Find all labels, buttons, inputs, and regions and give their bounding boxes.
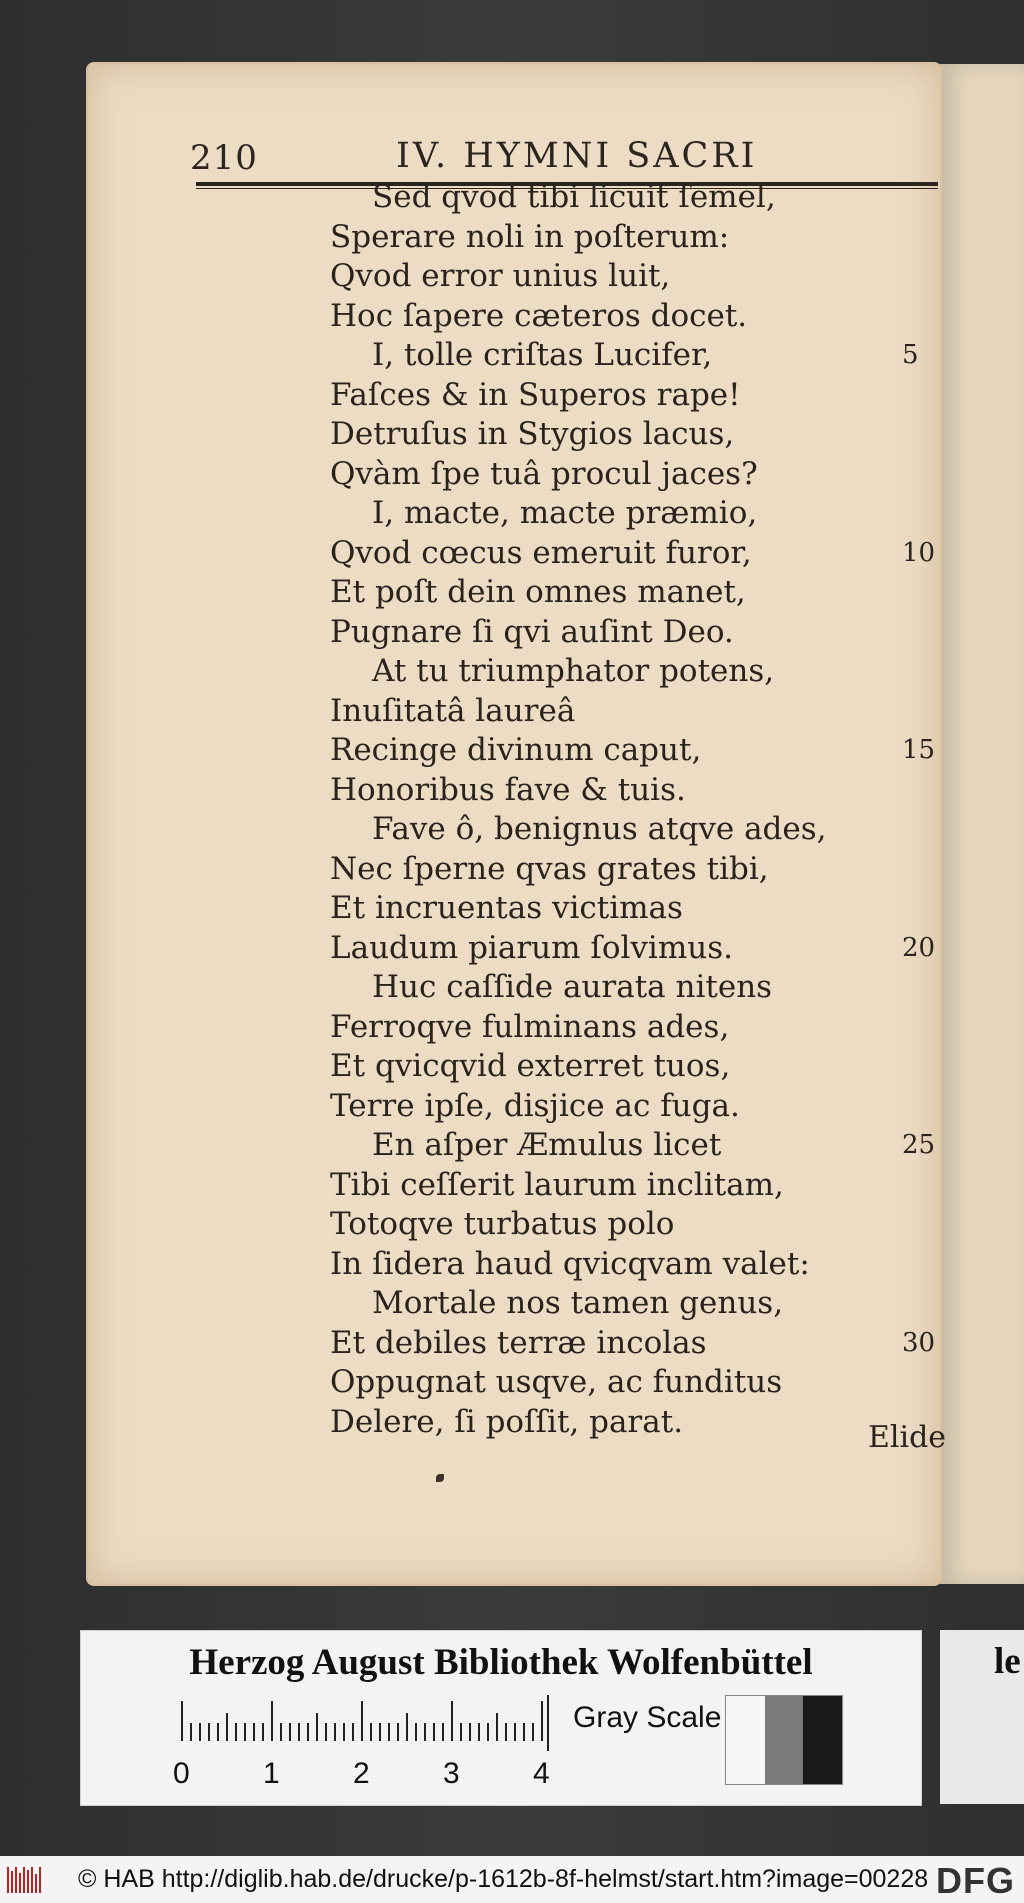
ruler-tick (226, 1713, 228, 1741)
poem-line: Et incruentas victimas (330, 890, 683, 926)
ruler-tick (487, 1723, 489, 1741)
color-calibration-bar (80, 1630, 922, 1806)
ruler-tick (181, 1701, 183, 1741)
poem-text (330, 178, 890, 1442)
ruler-tick (262, 1723, 264, 1741)
poem-line: Et qvicqvid exterret tuos, (330, 1048, 731, 1084)
ruler-tick (532, 1723, 534, 1741)
ruler-tick (433, 1723, 435, 1741)
ruler-tick (271, 1701, 273, 1741)
ruler-digit: 4 (533, 1757, 550, 1790)
footer-bar (0, 1856, 1024, 1903)
poem-line: Honoribus fave & tuis. (330, 771, 686, 808)
dfg-logo: DFG (936, 1860, 1015, 1901)
poem-line: Recinge divinum caput, (330, 732, 702, 768)
facing-page-edge (940, 64, 1024, 1584)
gray-swatch (765, 1696, 804, 1784)
ruler-tick (316, 1713, 318, 1741)
margin-line-number: 10 (902, 537, 936, 568)
poem-line: Fave ô, benignus atqve ades, (372, 811, 827, 847)
margin-line-number: 5 (902, 340, 919, 370)
ruler-tick (496, 1713, 498, 1741)
poem-line: Totoqve turbatus polo (330, 1206, 675, 1242)
poem-line: In ſidera haud qvicqvam valet: (330, 1245, 810, 1282)
poem-line: Faſces & in Superos rape! (330, 376, 741, 413)
ruler-tick (334, 1723, 336, 1741)
colorbar-title: Herzog August Bibliothek Wolfenbüttel (189, 1642, 813, 1683)
poem-line: I, macte, macte præmio, (372, 495, 758, 531)
ruler-tick (523, 1723, 525, 1741)
poem-line: Huc caſſide aurata nitens (372, 969, 773, 1005)
ruler-tick (235, 1723, 237, 1741)
ruler-tick (244, 1723, 246, 1741)
poem-line: Hoc ſapere cæteros docet. (330, 297, 748, 334)
ruler-tick (388, 1723, 390, 1741)
ruler-tick (478, 1723, 480, 1741)
margin-line-number: 25 (902, 1130, 936, 1160)
ruler-tick (217, 1723, 219, 1741)
ruler-tick (298, 1723, 300, 1741)
ruler-divider (547, 1695, 549, 1751)
ruler-tick (307, 1723, 309, 1741)
gray-swatch (726, 1696, 765, 1784)
measurement-ruler (181, 1701, 551, 1741)
poem-line: I, tolle criſtas Lucifer, (372, 337, 713, 373)
page-header (190, 136, 950, 180)
poem-line: Qvod error unius luit, (330, 258, 671, 294)
footer-url[interactable]: © HAB http://diglib.hab.de/drucke/p-1612b-8f-helmst/start.htm?image=00228 (78, 1865, 929, 1893)
ruler-tick (415, 1723, 417, 1741)
ruler-tick (424, 1723, 426, 1741)
poem-line: Nec ſperne qvas grates tibi, (330, 850, 769, 887)
ruler-digit: 2 (353, 1757, 370, 1790)
poem-line: Et poſt dein omnes manet, (330, 574, 746, 610)
ruler-digit: 3 (443, 1757, 460, 1790)
ruler-tick (541, 1701, 543, 1741)
ruler-tick (469, 1723, 471, 1741)
ruler-digit: 1 (263, 1757, 280, 1790)
margin-line-number: 30 (902, 1327, 936, 1358)
ruler-tick (505, 1723, 507, 1741)
ruler-tick (253, 1723, 255, 1741)
page-number: 210 (190, 138, 258, 178)
colorbar-fragment-text: le (994, 1641, 1021, 1682)
ruler-tick (280, 1723, 282, 1741)
poem-line: Mortale nos tamen genus, (372, 1285, 784, 1321)
poem-line: Qvàm ſpe tuâ procul jaces? (330, 455, 758, 492)
ruler-tick (379, 1723, 381, 1741)
gray-scale-label: Gray Scale (573, 1701, 722, 1734)
ruler-tick (514, 1723, 516, 1741)
poem-line: Sed qvod tibi licuit ſemel, (372, 179, 776, 215)
gray-swatch (803, 1696, 842, 1784)
ruler-tick (406, 1713, 408, 1741)
ruler-tick (397, 1723, 399, 1741)
poem-line: Laudum piarum ſolvimus. (330, 929, 733, 966)
poem-line: Sperare noli in poſterum: (330, 218, 730, 255)
ruler-tick (451, 1701, 453, 1741)
ruler-tick (199, 1723, 201, 1741)
ruler-tick (289, 1723, 291, 1741)
poem-line: Et debiles terræ incolas (330, 1324, 707, 1361)
gray-scale-swatches (725, 1695, 843, 1785)
poem-line: Detruſus in Stygios lacus, (330, 416, 735, 452)
ruler-tick (325, 1723, 327, 1741)
poem-line: Delere, ſi poſſit, parat. (330, 1403, 684, 1440)
running-title: IV. HYMNI SACRI (396, 136, 758, 176)
ruler-tick (460, 1723, 462, 1741)
poem-line: Oppugnat usqve, ac funditus (330, 1364, 783, 1400)
ruler-tick (208, 1723, 210, 1741)
colorbar-fragment (940, 1630, 1024, 1804)
margin-line-number: 15 (902, 735, 936, 765)
poem-line: Inuſitatâ laureâ (330, 692, 576, 729)
ink-mark (436, 1474, 444, 1482)
margin-line-number: 20 (902, 932, 936, 963)
ruler-digit: 0 (173, 1757, 190, 1790)
ruler-tick (370, 1723, 372, 1741)
ruler-tick (442, 1723, 444, 1741)
barcode-icon (6, 1865, 46, 1895)
poem-line: Ferroqve fulminans ades, (330, 1008, 730, 1045)
poem-line: Tibi ceſſerit laurum inclitam, (330, 1166, 784, 1203)
ruler-tick (361, 1701, 363, 1741)
poem-line: Pugnare ſi qvi auſint Deo. (330, 613, 734, 650)
poem-line: En aſper Æmulus licet (372, 1127, 722, 1163)
poem-line: Terre ipſe, disjice ac fuga. (330, 1087, 740, 1124)
ruler-tick (190, 1723, 192, 1741)
poem-line: At tu triumphator potens, (372, 653, 775, 689)
ruler-tick (343, 1723, 345, 1741)
poem-line: Qvod cœcus emeruit furor, (330, 534, 752, 571)
catchword: Elide (868, 1420, 947, 1455)
ruler-tick (352, 1723, 354, 1741)
